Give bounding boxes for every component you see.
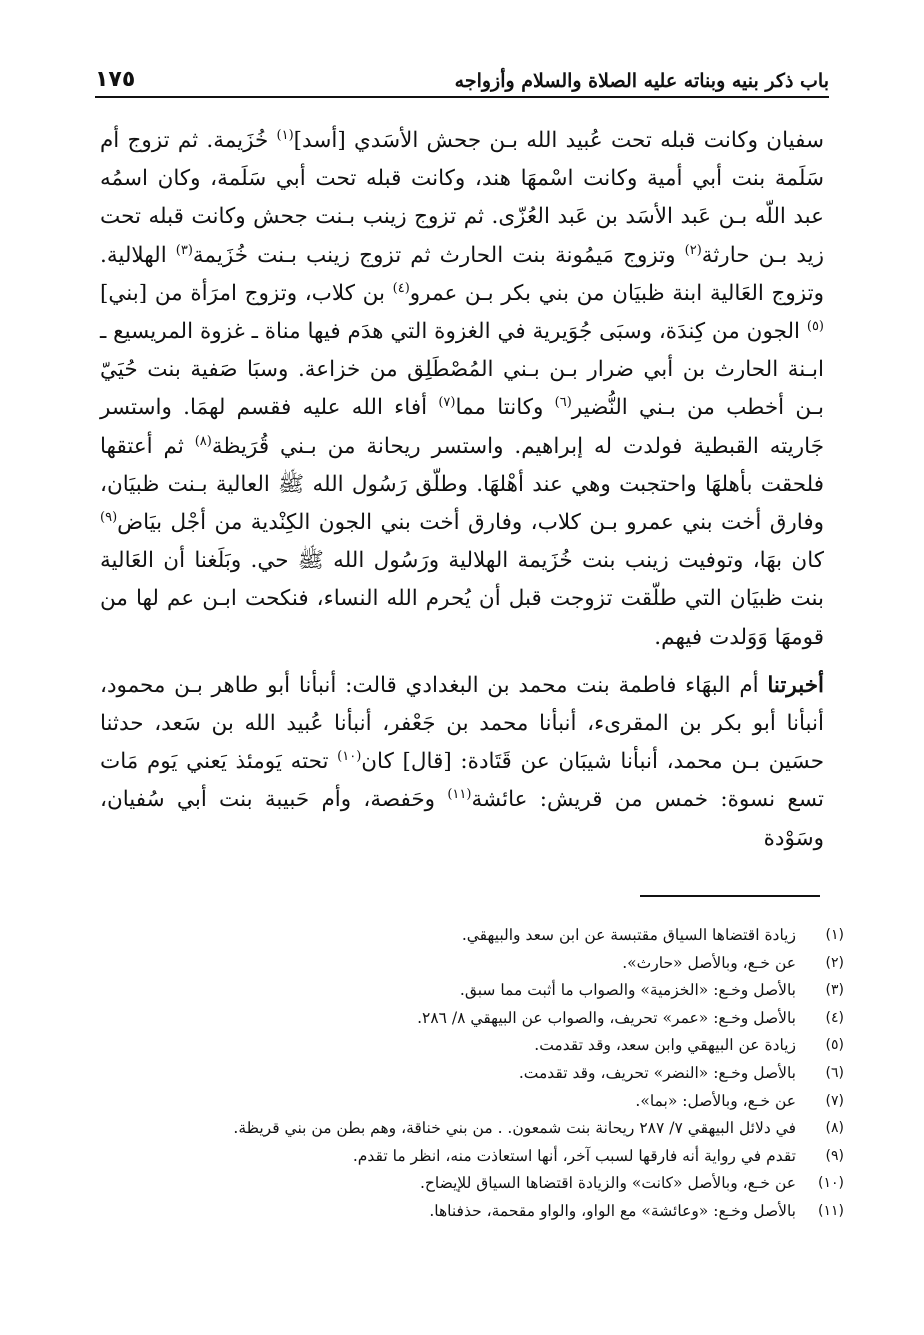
footnote	[120, 977, 844, 1005]
text-run: وكانتا مما	[455, 395, 555, 421]
footnote-number: (١١)	[818, 1202, 844, 1219]
text-run: سفيان وكانت قبله تحت عُبيد الله بـن جحش الأسَدي [أسد]	[293, 128, 824, 153]
footnote-ref: (١٠)	[337, 749, 362, 765]
footnote-number: (٩)	[825, 1147, 844, 1164]
footnotes-list	[120, 922, 844, 1226]
footnote	[120, 1060, 844, 1088]
footnote-number: (٤)	[825, 1009, 844, 1026]
footnote-ref: (٩)	[100, 509, 118, 525]
footnote-text: عن خـع، وبالأصل: «بما».	[635, 1091, 796, 1110]
main-text	[100, 122, 824, 858]
lead-word: أخبرتنا	[767, 672, 824, 698]
paragraph-1	[100, 122, 824, 657]
text-run: أفاء الله عليه فقسم لهمَا. واستسر جَاريته القبطية فولدت له إبراهيم. واستسر ريحانة من بـني قُرَيظة	[100, 395, 824, 459]
footnote	[120, 1005, 844, 1033]
footnote-ref: (٦)	[554, 395, 572, 411]
footnote-number: (٨)	[825, 1120, 844, 1137]
footnote-divider	[640, 895, 820, 897]
text-run: تحته يَومئذ يَعني يَوم مَات تسع نسوة: خمس من قريش: عائشة	[100, 749, 825, 813]
page-header	[95, 58, 829, 98]
text-run: خُزَيمة. ثم تزوج أم سَلَمة بنت أبي أمية وكانت اسْمهَا هند، وكانت قبله تحت أبي سَلَمة، وكان اسمُه عبد اللّه بـن عَبد الأسَد بن عَبد العُزّى. ثم تزوج زينب بـنت جحش وكانت قبله تحت زيد بـن حارثة	[100, 128, 824, 268]
text-run: الهلالية. وتزوج العَالية ابنة ظبيَان من بني بكر بـن عمرو	[100, 242, 824, 306]
footnote	[120, 1170, 844, 1198]
footnote-number: (١)	[825, 927, 844, 943]
text-run: الجون من كِندَة، وسبَى جُوَيرية في الغزوة التي هدَم فيها مناة ـ غزوة المريسيع ـ ابـنة الحارث بن أبي ضرار بـن بـني المُصْطَلِق من خزاعة. وسبَا صَفية بنت حُيَيّ بـن أخطب من بـني النُّضير	[100, 319, 824, 421]
text-run: كان بهَا، وتوفيت زينب بنت خُزَيمة الهلالية ورَسُول الله ﷺ حي. وبَلَغنا أن العَالية بنت ظبيَان التي طلّقت تزوجت قبل أن يُحرم الله النساء، فنكحت ابـن عم لها من قومهَا وَوَلدت فيهم.	[100, 548, 824, 650]
footnote	[120, 1088, 844, 1116]
footnote-text: بالأصل وخـع: «الخزمية» والصواب ما أثبت مما سبق.	[459, 981, 796, 1000]
footnote	[120, 1032, 844, 1060]
footnote-ref: (٣)	[175, 242, 193, 258]
footnote-ref: (٥)	[806, 318, 824, 334]
footnote-text: في دلائل البيهقي ٧/ ٢٨٧ ريحانة بنت شمعون. . من بني خناقة، وهم بطن من بني قريظة.	[233, 1119, 796, 1138]
text-run: ثم أعتقها فلحقت بأهلهَا واحتجبت وهي عند أهْلهَا. وطلّق رَسُول الله ﷺ العالية بـنت ظبيَان، وفارق أخت بني عمرو بـن كلاب، وفارق أخت بني الجون الكِنْدية من أجْل بيَاض	[100, 433, 824, 536]
footnote-text: بالأصل وخـع: «النضر» تحريف، وقد تقدمت.	[518, 1063, 796, 1082]
text-run: وتزوج مَيمُونة بنت الحارث ثم تزوج زينب بـنت خُزَيمة	[192, 242, 685, 268]
footnote	[120, 922, 844, 950]
paragraph-2	[100, 667, 824, 858]
text-run: وحَفصة، وأم حَبيبة بنت أبي سُفيان، وسَوْدة	[100, 787, 824, 851]
footnote	[120, 1115, 844, 1143]
footnote-number: (٢)	[825, 954, 844, 971]
footnote-ref: (١١)	[447, 787, 472, 803]
footnote-number: (٧)	[825, 1092, 844, 1109]
footnote-ref: (٨)	[194, 433, 212, 449]
footnote	[120, 1198, 844, 1226]
footnote-number: (١٠)	[818, 1175, 844, 1192]
footnote-text: بالأصل وخـع: «عمر» تحريف، والصواب عن البيهقي ٨/ ٢٨٦.	[417, 1008, 796, 1027]
footnote-ref: (١)	[276, 127, 294, 143]
footnote-number: (٥)	[825, 1037, 844, 1054]
footnote-text: بالأصل وخـع: «وعائشة» مع الواو، والواو مقحمة، حذفناها.	[429, 1201, 796, 1220]
page-number: ١٧٥	[95, 67, 136, 92]
footnote-text: تقدم في رواية أنه فارقها لسبب آخر، أنها استعاذت منه، انظر ما تقدم.	[352, 1146, 796, 1165]
text-run: بن كلاب، وتزوج امرَأة من [بني]	[100, 280, 393, 306]
footnote-text: زيادة عن البيهقي وابن سعد، وقد تقدمت.	[534, 1036, 796, 1055]
footnote-ref: (٧)	[438, 395, 456, 411]
footnote-text: عن خـع، وبالأصل «كانت» والزيادة اقتضاها السياق للإيضاح.	[419, 1174, 796, 1193]
footnote	[120, 950, 844, 978]
footnote	[120, 1143, 844, 1171]
text-run: أم البهَاء فاطمة بنت محمد بن البغدادي قالت: أنبأنا أبو طاهر بـن محمود، أنبأنا أبو بكر بن المقرىء، أنبأنا محمد بن جَعْفر، أنبأنا عُبيد الله بن سَعد، حدثنا حسَين بـن محمد، أنبأنا شيبَان عن قَتَادة: [قال] كان	[100, 672, 824, 775]
footnote-ref: (٤)	[392, 280, 410, 296]
footnote-number: (٣)	[825, 982, 844, 999]
footnote-text: عن خـع، وبالأصل «حارث».	[622, 953, 796, 972]
footnote-number: (٦)	[825, 1064, 844, 1081]
running-title: باب ذكر بنيه وبناته عليه الصلاة والسلام وأزواجه	[454, 70, 829, 92]
footnote-ref: (٢)	[684, 242, 702, 258]
footnote-text: زيادة اقتضاها السياق مقتبسة عن ابن سعد والبيهقي.	[461, 926, 796, 944]
